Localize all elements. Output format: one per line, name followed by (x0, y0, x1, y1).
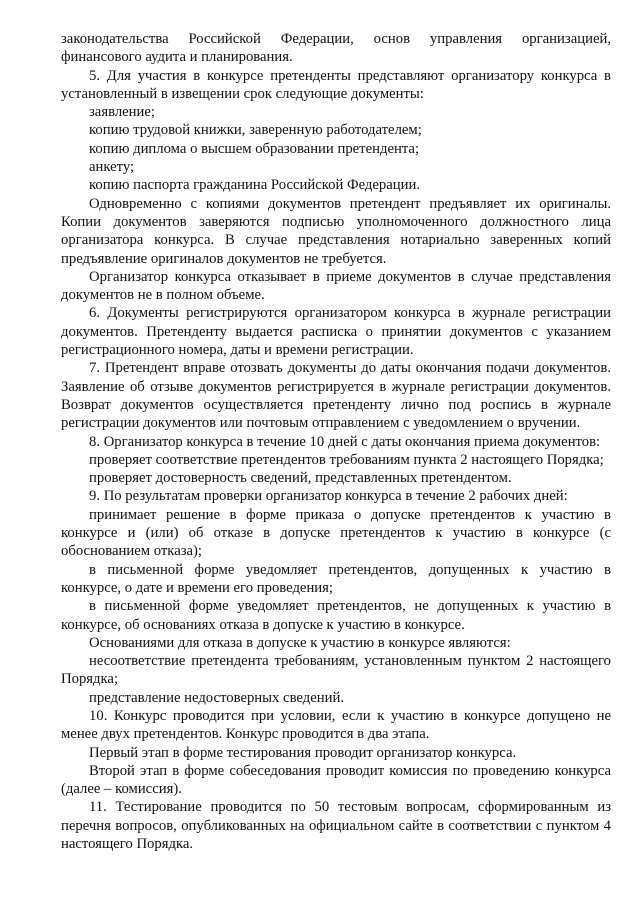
list-item-workbook-copy: копию трудовой книжки, заверенную работодателем; (89, 122, 422, 139)
list-item-check-requirements: проверяет соответствие претендентов требованиям пункта 2 настоящего Порядка; (89, 451, 604, 468)
paragraph-item-6: 6. Документы регистрируются организатором конкурса в журнале регистрации документов. Претенденту выдается расписка о принятии документов с указанием регистрационного номера, даты и времени регистрации. (61, 305, 611, 359)
paragraph-second-stage: Второй этап в форме собеседования проводит комиссия по проведению конкурса (далее – комиссия). (61, 762, 611, 798)
list-item-passport-copy: копию паспорта гражданина Российской Федерации. (89, 177, 421, 194)
paragraph-item-8: 8. Организатор конкурса в течение 10 дней с даты окончания приема документов: (89, 433, 601, 450)
list-item-decision: принимает решение в форме приказа о допуске претендентов к участию в конкурсе и (или) об отказе в допуске претендентов к участию в конкурсе (с обоснованием отказа); (61, 506, 611, 560)
paragraph-item-5: 5. Для участия в конкурсе претенденты представляют организатору конкурса в установленный в извещении срок следующие документы: (61, 67, 611, 102)
list-item-nonconformity: несоответствие претендента требованиям, установленным пунктом 2 настоящего Порядка; (61, 653, 611, 688)
list-item-application: заявление; (89, 104, 155, 121)
list-item-diploma-copy: копию диплома о высшем образовании претендента; (89, 140, 420, 157)
list-item-questionnaire: анкету; (89, 159, 135, 176)
list-item-notify-admitted: в письменной форме уведомляет претендентов, допущенных к участию в конкурсе, о дате и времени его проведения; (61, 561, 611, 596)
paragraph-item-10: 10. Конкурс проводится при условии, если к участию в конкурсе допущено не менее двух претендентов. Конкурс проводится в два этапа. (61, 707, 611, 743)
paragraph-item-11: 11. Тестирование проводится по 50 тестовым вопросам, сформированным из перечня вопросов, опубликованных на официальном сайте в соответствии с пунктом 4 настоящего Порядка. (61, 799, 611, 853)
paragraph-item-7: 7. Претендент вправе отозвать документы до даты окончания подачи документов. Заявление об отзыве документов регистрируется в журнале регистрации документов. Возврат документов осуществляется претенденту лично под роспись в журнале регистрации документов или почтовым отправлением с уведомлением о вручении. (61, 360, 611, 432)
document-page (61, 30, 611, 853)
list-item-notify-rejected: в письменной форме уведомляет претендентов, не допущенных к участию в конкурсе, об основаниях отказа в допуске к участию в конкурсе. (61, 598, 611, 633)
paragraph-refusal-grounds: Основаниями для отказа в допуске к участию в конкурсе являются: (89, 634, 511, 651)
list-item-check-reliability: проверяет достоверность сведений, представленных претендентом. (89, 470, 512, 487)
paragraph-first-stage: Первый этап в форме тестирования проводит организатор конкурса. (89, 744, 517, 761)
list-item-false-info: представление недостоверных сведений. (89, 689, 344, 706)
paragraph-continuation: законодательства Российской Федерации, основ управления организацией, финансового аудита и планирования. (61, 31, 611, 66)
paragraph-item-9: 9. По результатам проверки организатор конкурса в течение 2 рабочих дней: (89, 488, 568, 505)
paragraph-refusal-incomplete: Организатор конкурса отказывает в приеме документов в случае представления документов не в полном объеме. (61, 268, 611, 304)
paragraph-originals: Одновременно с копиями документов претендент предъявляет их оригиналы. Копии документов заверяются подписью уполномоченного должностного лица организатора конкурса. В случае представления нотариально заверенных копий предъявление оригиналов документов не требуется. (61, 195, 611, 267)
